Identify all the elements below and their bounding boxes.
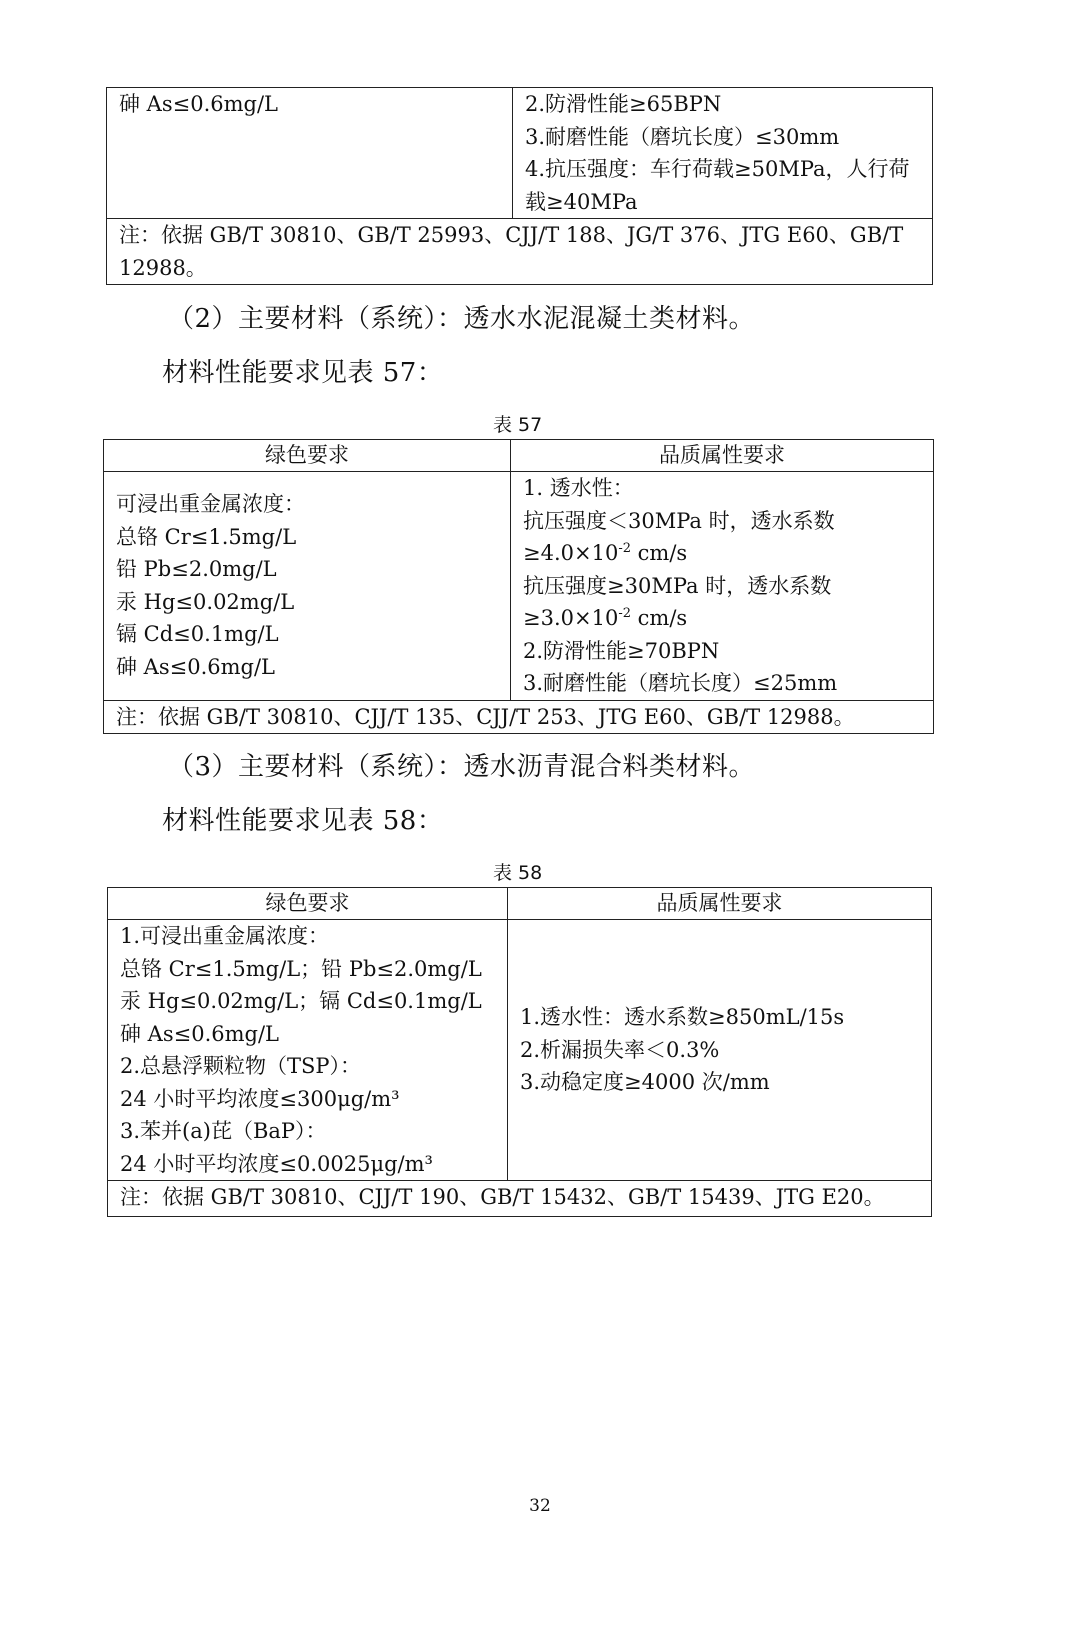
cell-line: 3.苯并(a)芘（BaP）： (120, 1119, 327, 1143)
cell-line: 汞 Hg≤0.02mg/L (116, 589, 295, 614)
green-requirement-cell (107, 88, 513, 219)
cell-line: 砷 As≤0.6mg/L (120, 1021, 279, 1046)
table-note: 注：依据 GB/T 30810、CJJ/T 190、GB/T 15432、GB/T 15439、JTG E20。 (108, 1181, 932, 1217)
cell-line: 汞 Hg≤0.02mg/L；镉 Cd≤0.1mg/L (120, 989, 482, 1013)
header-quality: 品质属性要求 (508, 888, 932, 920)
value-base: ≥4.0×10 (523, 541, 619, 565)
table-caption: 表 57 (493, 414, 543, 436)
table-57 (103, 439, 934, 734)
cell-line: 3.动稳定度≥4000 次/mm (520, 1070, 770, 1095)
table-caption: 表 58 (493, 862, 543, 884)
table-continued (106, 87, 933, 285)
cell-line: 24 小时平均浓度≤0.0025μg/m³ (120, 1151, 433, 1176)
cell-line: 铅 Pb≤2.0mg/L (116, 557, 277, 582)
cell-line: 2.析漏损失率＜0.3% (520, 1037, 720, 1062)
cell-line: 4.抗压强度：车行荷载≥50MPa，人行荷载≥40MPa (525, 157, 910, 214)
table-note: 注：依据 GB/T 30810、GB/T 25993、CJJ/T 188、JG/T 376、JTG E60、GB/T 12988。 (107, 219, 933, 285)
quality-requirement-cell (513, 88, 933, 219)
table-row (107, 88, 933, 219)
cell-line: 2.防滑性能≥65BPN (525, 92, 722, 116)
table-58 (107, 887, 932, 1217)
table-row (104, 472, 934, 701)
cell-line (523, 602, 921, 635)
header-green: 绿色要求 (104, 440, 511, 472)
table-note-row (108, 1181, 932, 1217)
cell-line: 1.可浸出重金属浓度： (120, 924, 330, 948)
cell-line: 2.防滑性能≥70BPN (523, 638, 720, 663)
cell-line: 砷 As≤0.6mg/L (119, 92, 278, 116)
header-green: 绿色要求 (108, 888, 508, 920)
table-header-row (108, 888, 932, 920)
page-number: 32 (529, 1496, 551, 1516)
cell-line: 抗压强度＜30MPa 时，透水系数 (523, 508, 835, 533)
cell-line: 砷 As≤0.6mg/L (116, 654, 275, 679)
value-base: ≥3.0×10 (523, 606, 619, 630)
cell-line: 24 小时平均浓度≤300μg/m³ (120, 1086, 400, 1111)
cell-line: 3.耐磨性能（磨坑长度）≤30mm (525, 124, 840, 149)
header-quality: 品质属性要求 (511, 440, 934, 472)
cell-line: 镉 Cd≤0.1mg/L (116, 622, 279, 647)
cell-line: 总铬 Cr≤1.5mg/L；铅 Pb≤2.0mg/L (120, 956, 482, 981)
green-requirement-cell (108, 920, 508, 1181)
green-requirement-cell (104, 472, 511, 701)
table-reference: 材料性能要求见表 57： (162, 358, 444, 388)
value-unit: cm/s (630, 541, 688, 565)
cell-line: 可浸出重金属浓度： (116, 492, 305, 517)
cell-line: 总铬 Cr≤1.5mg/L (116, 524, 297, 549)
cell-line: 1. 透水性： (523, 476, 634, 500)
table-note-row (107, 219, 933, 285)
exponent: -2 (618, 606, 631, 621)
cell-line: 抗压强度≥30MPa 时，透水系数 (523, 573, 832, 598)
cell-line (523, 537, 921, 570)
cell-line: 2.总悬浮颗粒物（TSP）： (120, 1054, 362, 1078)
table-note-row (104, 700, 934, 734)
section-heading: （2）主要材料（系统）：透水水泥混凝土类材料。 (168, 304, 756, 334)
table-row (108, 920, 932, 1181)
quality-requirement-cell (511, 472, 934, 701)
exponent: -2 (618, 541, 631, 556)
quality-requirement-cell (508, 920, 932, 1181)
section-heading: （3）主要材料（系统）：透水沥青混合料类材料。 (168, 752, 756, 782)
value-unit: cm/s (630, 606, 688, 630)
table-header-row (104, 440, 934, 472)
cell-line: 3.耐磨性能（磨坑长度）≤25mm (523, 671, 838, 695)
table-reference: 材料性能要求见表 58： (162, 806, 444, 836)
table-note: 注：依据 GB/T 30810、CJJ/T 135、CJJ/T 253、JTG E60、GB/T 12988。 (104, 700, 934, 734)
cell-line: 1.透水性：透水系数≥850mL/15s (520, 1005, 845, 1030)
